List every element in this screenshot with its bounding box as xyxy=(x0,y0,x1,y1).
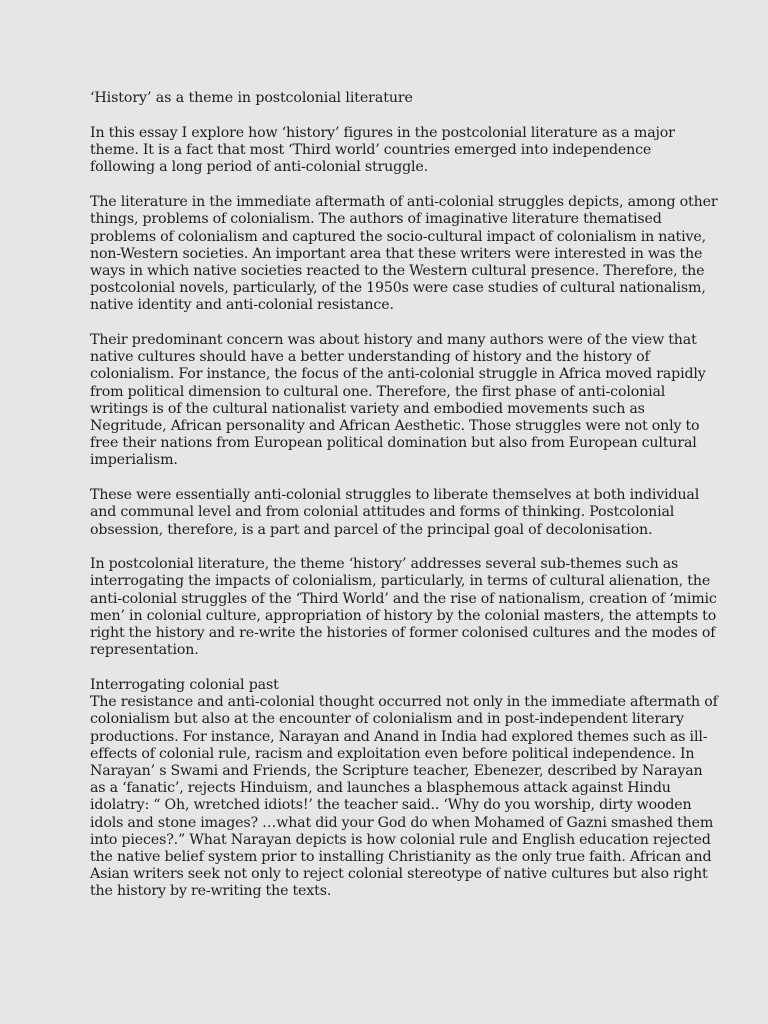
paragraph-intro: In this essay I explore how ‘history’ figures in the postcolonial literature as a major theme. It is a fact that most ‘Third world’ countries emerged into independence following a long period of anti-colonial struggle. xyxy=(90,125,675,176)
paragraph-aftermath: The literature in the immediate aftermath of anti-colonial struggles depicts, among other things, problems of colonialism. The authors of imaginative literature thematised problems of colonialism and captured the socio-cultural impact of colonialism in native, non-Western societies. An important area that these writers were interested in was the ways in which native societies reacted to the Western cultural presence. Therefore, the postcolonial novels, particularly, of the 1950s were case studies of cultural nationalism, native identity and anti-colonial resistance. xyxy=(90,194,718,314)
document-title: ‘History’ as a theme in postcolonial literature xyxy=(90,90,413,106)
section-heading: Interrogating colonial past xyxy=(90,676,279,693)
paragraph-history-concern: Their predominant concern was about history and many authors were of the view that native cultures should have a better understanding of history and the history of colonialism. For instance, the focus of the anti-colonial struggle in Africa moved rapidly from political dimension to cultural one. Therefore, the first phase of anti-colonial writings is of the cultural nationalist variety and embodied movements such as Negritude, African personality and African Aesthetic. Those struggles were not only to free their nations from European political domination but also from European cultural imperialism. xyxy=(90,332,706,469)
section-body: The resistance and anti-colonial thought occurred not only in the immediate aftermath of colonialism but also at the encounter of colonialism and in post-independent literary productions. For instance, Narayan and Anand in India had explored themes such as ill-effects of colonial rule, racism and exploitation even before political independence. In Narayan’ s Swami and Friends, the Scripture teacher, Ebenezer, described by Narayan as a ‘fanatic’, rejects Hinduism, and launches a blasphemous attack against Hindu idolatry: “ Oh, wretched idiots!’ the teacher said.. ‘Why do you worship, dirty wooden idols and stone images? …what did your God do when Mohamed of Gazni smashed them into pieces?.” What Narayan depicts is how colonial rule and English education rejected the native belief system prior to installing Christianity as the only true faith. African and Asian writers seek not only to reject colonial stereotype of native cultures but also right the history by re-writing the texts. xyxy=(90,694,718,900)
paragraph-subthemes: In postcolonial literature, the theme ‘history’ addresses several sub-themes such as interrogating the impacts of colonialism, particularly, in terms of cultural alienation, the anti-colonial struggles of the ‘Third World’ and the rise of nationalism, creation of ‘mimic men’ in colonial culture, appropriation of history by the colonial masters, the attempts to right the history and re-write the histories of former colonised cultures and the modes of representation. xyxy=(90,556,717,659)
paragraph-struggles: These were essentially anti-colonial struggles to liberate themselves at both individual and communal level and from colonial attitudes and forms of thinking. Postcolonial obsession, therefore, is a part and parcel of the principal goal of decolonisation. xyxy=(90,487,700,538)
